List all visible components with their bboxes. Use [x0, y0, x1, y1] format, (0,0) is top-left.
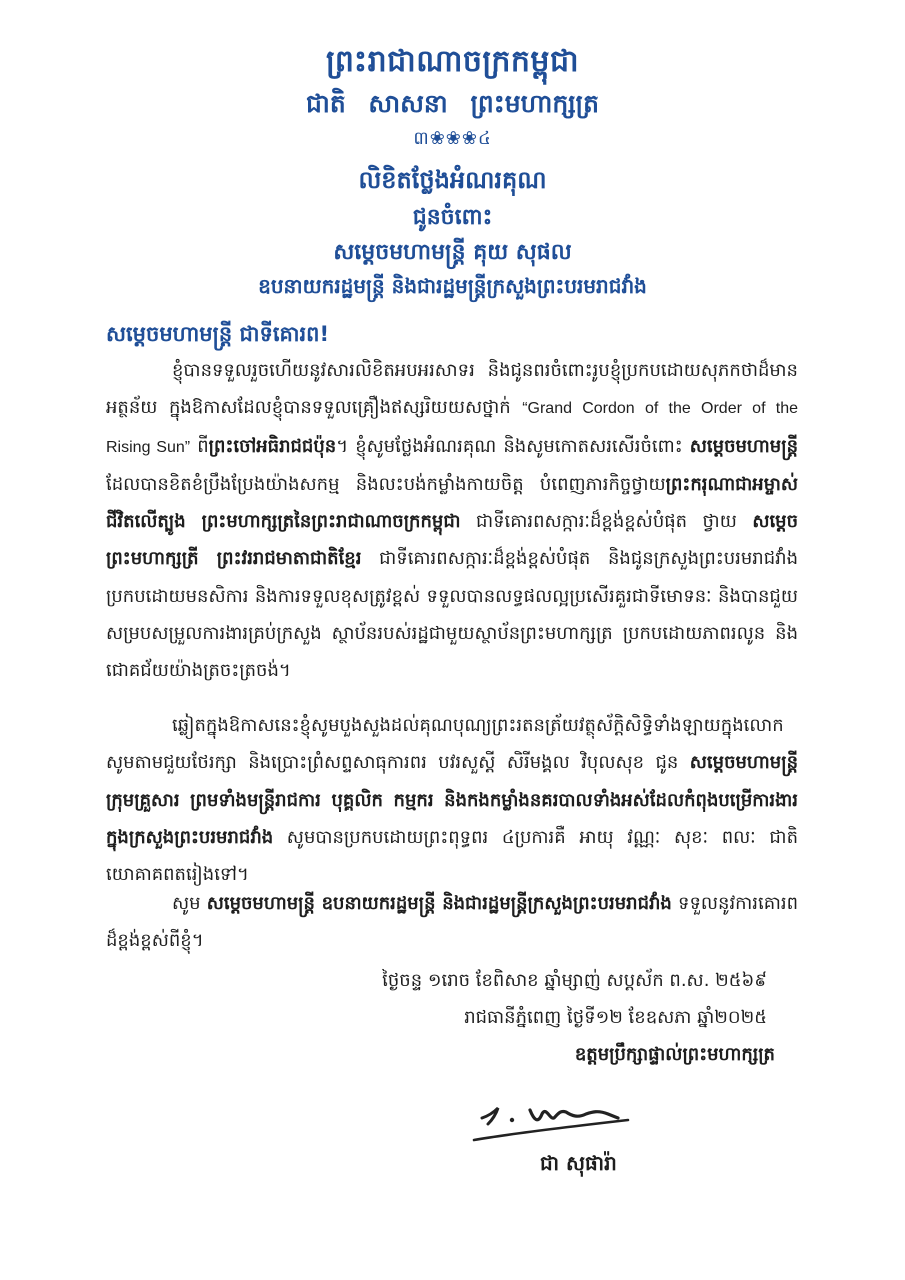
p3-recipient-full: សម្តេចមហាមន្ត្រី ឧបនាយករដ្ឋមន្ត្រី និងជារដ្ឋមន្ត្រីក្រសួងព្រះបរមរាជវាំង: [206, 893, 672, 914]
date-block: [382, 962, 775, 1073]
award-name: “Grand Cordon of the Order of the Rising Sun”: [106, 400, 799, 456]
p3-text-1: សូម: [172, 893, 207, 914]
kingdom-heading: ព្រះរាជាណាចក្រកម្ពុជា: [325, 44, 580, 79]
queen-mother-title: សម្តេចព្រះមហាក្សត្រី ព្រះវររាជមាតាជាតិខ្មែរ: [106, 511, 799, 570]
place-date: រាជធានីភ្នំពេញ ថ្ងៃទី១២ ខែឧសភា ឆ្នាំ២០២៥: [464, 1007, 767, 1028]
body-paragraph-2: [106, 707, 798, 893]
p1-text-3: ។ ខ្ញុំសូមថ្លែងអំណរគុណ និងសូមកោតសរសើរចំពោះ: [336, 435, 690, 457]
p2-text-1: ឆ្លៀតក្នុងឱកាសនេះខ្ញុំសូមបួងសួងដល់គុណបុណ្យព្រះរតនត្រ័យវត្ថុស័ក្តិសិទ្ធិទាំងឡាយក្នុងលោក សូមតាមជួយថែរក្សា និងប្រោះព្រំសព្ទសាធុការពរ បវរសួស្តី សិរីមង្គល វិបុលសុខ ជូន: [106, 715, 784, 774]
p1-text-6: ជាទីគោរពសក្ការៈដ៏ខ្ពង់ខ្ពស់បំផុត និងជូនក្រសួងព្រះបរមរាជវាំងប្រកបដោយមនសិការ និងការទទួលខុសត្រូវខ្ពស់ ទទួលបានលទ្ធផលល្អប្រសើរគួរជាទីមោទនៈ និងបានជួយសម្របសម្រួលការងារគ្រប់ក្រសួង ស្ថាប័នរបស់រដ្ឋជាមួយស្ថាប័នព្រះមហាក្សត្រ ប្រកបដោយភាពរលូន និងជោគជ័យយ៉ាងត្រចះត្រចង់។: [106, 548, 799, 682]
national-motto: ជាតិ សាសនា ព្រះមហាក្សត្រ: [306, 89, 599, 118]
salutation: សម្តេចមហាមន្ត្រី ជាទីគោរព!: [106, 322, 330, 346]
emperor-title: ព្រះចៅអធិរាជជប៉ុន: [208, 435, 337, 457]
p1-text-1: ខ្ញុំបានទទួលរួចហើយនូវសារលិខិតអបអរសាទរ និងជូនពរចំពោះរូបខ្ញុំប្រកបដោយសុភកថាដ៏មានអត្ថន័យ ក្នុងឱកាសដែលខ្ញុំបានទទួលគ្រឿងឥស្សរិយយសថ្នាក់: [106, 360, 798, 419]
ornament-divider: ៣❀❀❀៤: [413, 128, 492, 149]
p1-text-5: ជាទីគោរពសក្ការៈដ៏ខ្ពង់ខ្ពស់បំផុត ថ្វាយ: [460, 511, 753, 533]
handwritten-signature: [468, 1090, 638, 1150]
p2-family-staff: ក្រុមគ្រួសារ ព្រមទាំងមន្ត្រីរាជការ បុគ្គលិក កម្មករ និងកងកម្លាំងនគរបាលទាំងអស់ដែលកំពុងបម្រើការងារក្នុងក្រសួងព្រះបរមរាជវាំង: [106, 789, 798, 848]
letter-header: [0, 40, 905, 302]
body-paragraph-1: [106, 352, 798, 690]
lunar-date: ថ្ងៃចន្ទ ១រោច ខែពិសាខ ឆ្នាំម្សាញ់ សប្តស័ក ព.ស. ២៥៦៩: [382, 970, 767, 991]
signer-name: ជា សុផារ៉ា: [540, 1151, 617, 1175]
signer-title: ឧត្តមប្រឹក្សាផ្ទាល់ព្រះមហាក្សត្រ: [574, 1044, 775, 1065]
recipient-name: សម្តេចមហាមន្ត្រី គុយ សុផល: [333, 240, 572, 265]
body-paragraph-3: [106, 885, 798, 960]
recipient-position: ឧបនាយករដ្ឋមន្ត្រី និងជារដ្ឋមន្ត្រីក្រសួងព្រះបរមរាជវាំង: [258, 274, 647, 298]
letter-title: លិខិតថ្លែងអំណរគុណ: [358, 166, 547, 194]
p1-text-4: ដែលបានខិតខំប្រឹងប្រែងយ៉ាងសកម្ម និងលះបង់កម្លាំងកាយចិត្ត បំពេញភារកិច្ចថ្វាយ: [106, 473, 666, 495]
recipient-honorific: សម្តេចមហាមន្ត្រី: [689, 435, 798, 457]
to-label: ជូនចំពោះ: [412, 205, 493, 230]
king-title: ព្រះករុណាជាអម្ចាស់ជីវិតលើត្បូង ព្រះមហាក្សត្រនៃព្រះរាជាណាចក្រកម្ពុជា: [106, 473, 798, 533]
p2-text-2: សូមបានប្រកបដោយព្រះពុទ្ធពរ ៤ប្រការគឺ អាយុ វណ្ណៈ សុខៈ ពលៈ ជាតិយោគាគពតរៀងទៅ។: [106, 826, 798, 886]
p3-text-2: ទទួលនូវការគោរពដ៏ខ្ពង់ខ្ពស់ពីខ្ញុំ។: [106, 893, 798, 952]
p1-text-2: ពី: [190, 435, 209, 457]
p2-recipient: សម្តេចមហាមន្ត្រី: [689, 752, 798, 774]
